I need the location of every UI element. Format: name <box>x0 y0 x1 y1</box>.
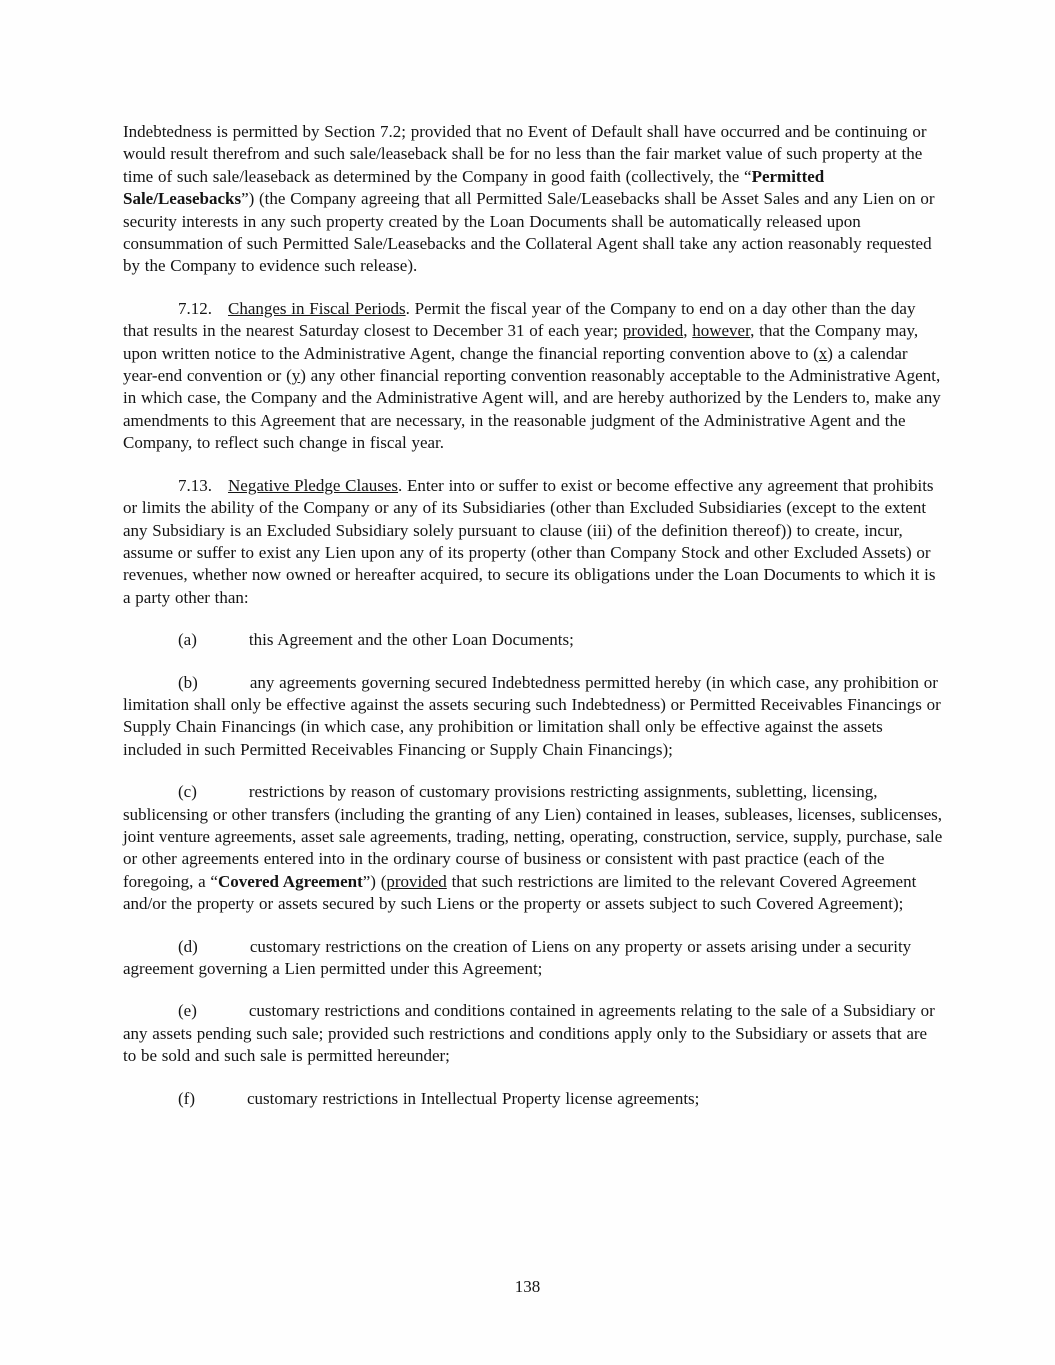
text-run: ) any other financial reporting convention reasonably acceptable to the Administrative Agent, in which case, the Company and the Administrative Agent will, and are hereby authorized by the Lenders to, make any amendments to this Agreement that are necessary, in the reasonable judgment of the Administrative Agent and the Company, to reflect such change in fiscal year. <box>123 366 941 453</box>
text-run: ”) ( <box>362 871 387 891</box>
text-run: however <box>692 321 751 341</box>
text-run: Covered Agreement <box>217 871 363 891</box>
section-7-12 <box>123 298 945 455</box>
text-run: Changes in Fiscal Periods <box>228 298 406 318</box>
text-run: , <box>683 321 693 341</box>
text-run: (c) <box>178 782 197 802</box>
clause-f <box>123 1088 945 1110</box>
text-run: any agreements governing secured Indebtedness permitted hereby (in which case, any prohibition or limitation shall only be effective against the assets securing such Indebtedness) or Permitted Receivables Financings or Supply Chain Financings (in which case, any prohibition or limitation shall only be effective against the assets included in such Permitted Receivables Financing or Supply Chain Financings); <box>123 672 941 759</box>
paragraph-continuation <box>123 121 945 278</box>
text-run: Indebtedness is permitted by Section 7.2; provided that no Event of Default shall have occurred and be continuing or would result therefrom and such sale/leaseback shall be for no less than the fair market value of such property at the time of such sale/leaseback as determined by the Company in good faith (collectively, the “ <box>123 122 927 186</box>
text-run: restrictions by reason of customary provisions restricting assignments, subletting, licensing, sublicensing or other transfers (including the granting of any Lien) contained in leases, subleases, licenses, sublicenses, joint venture agreements, asset sale agreements, trading, netting, operating, construction, service, supply, purchase, sale or other agreements entered into in the ordinary course of business or consistent with past practice (each of the foregoing, a “ <box>123 782 943 891</box>
clause-a <box>123 629 945 651</box>
text-run: customary restrictions on the creation of Liens on any property or assets arising under a security agreement governing a Lien permitted under this Agreement; <box>123 936 912 978</box>
text-run: customary restrictions and conditions contained in agreements relating to the sale of a Subsidiary or any assets pending such sale; provided such restrictions and conditions apply only to the Subsidiary or assets that are to be sold and such sale is permitted hereunder; <box>123 1001 935 1066</box>
text-run: customary restrictions in Intellectual Property license agreements; <box>246 1088 700 1108</box>
text-run: this Agreement and the other Loan Documents; <box>248 630 574 650</box>
text-run: (d) <box>178 936 198 956</box>
section-7-13 <box>123 475 945 609</box>
text-run: (b) <box>178 672 198 692</box>
text-run: x <box>818 343 828 363</box>
text-run: (f) <box>178 1088 195 1108</box>
document-body <box>123 121 945 1110</box>
text-run: Negative Pledge Clauses <box>228 475 399 495</box>
text-run: ”) (the Company agreeing that all Permitted Sale/Leasebacks shall be Asset Sales and any Lien on or security interests in any such property created by the Loan Documents shall be automatically released upon consummation of such Permitted Sale/Leasebacks and the Collateral Agent shall take any action reasonably requested by the Company to evidence such release). <box>123 189 935 276</box>
text-run: 7.13. <box>178 475 212 495</box>
clause-e <box>123 1000 945 1067</box>
text-run: y <box>291 366 301 386</box>
text-run: that such restrictions are limited to the relevant Covered Agreement and/or the property or assets secured by such Liens or the property or assets subject to such Covered Agreement); <box>123 871 917 914</box>
text-run: provided <box>622 321 684 341</box>
text-run: (e) <box>178 1001 197 1021</box>
clause-b <box>123 672 945 762</box>
text-run: , that the Company may, upon written notice to the Administrative Agent, change the financial reporting convention above to ( <box>123 321 919 363</box>
text-run: . Permit the fiscal year of the Company to end on a day other than the day that results in the nearest Saturday closest to December 31 of each year; <box>123 298 916 341</box>
text-run: provided <box>386 871 447 891</box>
text-run: Permitted Sale/Leasebacks <box>123 166 825 209</box>
page-number: 138 <box>514 1277 541 1296</box>
clause-d <box>123 936 945 981</box>
text-run: ) a calendar year-end convention or ( <box>123 343 908 386</box>
text-run: (a) <box>178 630 197 650</box>
text-run: . Enter into or suffer to exist or become effective any agreement that prohibits or limits the ability of the Company or any of its Subsidiaries (other than Excluded Subsidiaries (except to the extent any Subsidiary is an Excluded Subsidiary solely pursuant to clause (iii) of the definition thereof)) to create, incur, assume or suffer to exist any Lien upon any of its property (other than Company Stock and other Excluded Assets) or revenues, whether now owned or hereafter acquired, to secure its obligations under the Loan Documents to which it is a party other than: <box>123 475 936 607</box>
clause-c <box>123 781 945 915</box>
text-run: 7.12. <box>178 298 212 318</box>
